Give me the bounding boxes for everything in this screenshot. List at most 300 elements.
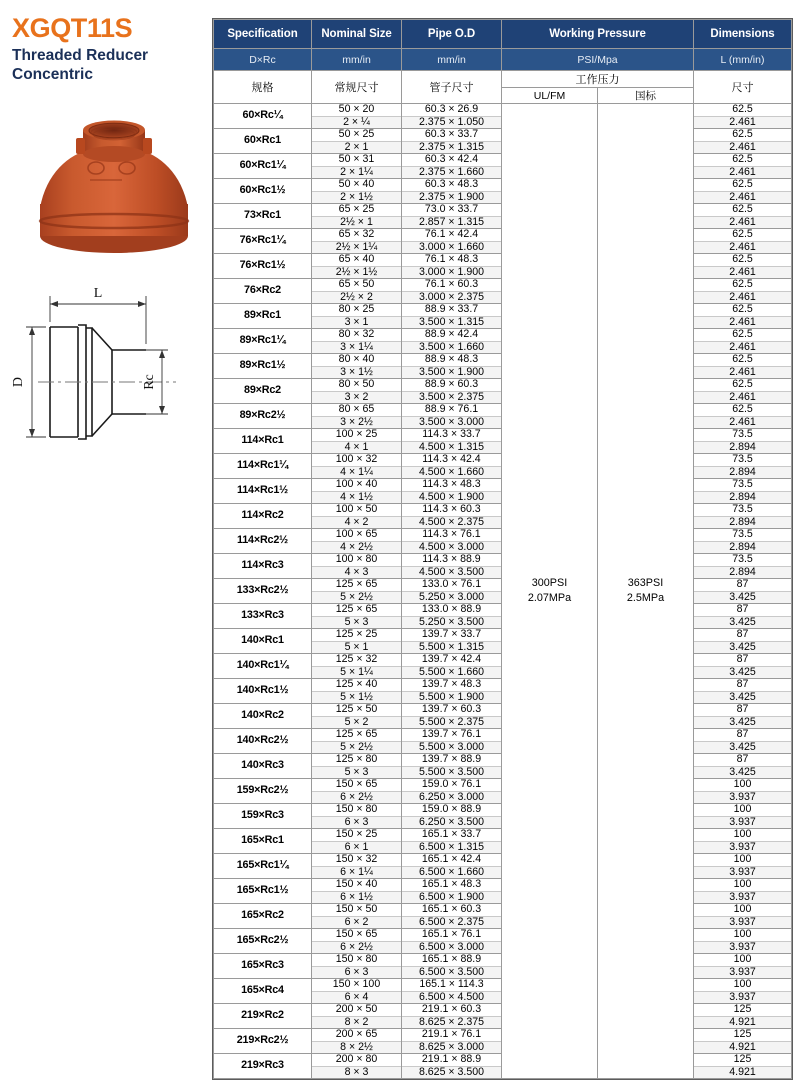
- cell-measure: [402, 729, 502, 754]
- cell-dimension: [694, 254, 792, 279]
- table.rows.15.nom_in: 4 × 1½: [312, 491, 401, 504]
- table.rows.2.nom_in: 2 × 1¼: [312, 166, 401, 179]
- cell-specification: 76×Rc1¼: [214, 229, 312, 254]
- table.rows.20.od_in: 5.250 × 3.500: [402, 616, 501, 629]
- cell-specification: 89×Rc1: [214, 304, 312, 329]
- table.rows.11.nom_mm: 80 × 50: [312, 379, 401, 391]
- cell-dimension: [694, 454, 792, 479]
- table.rows.5.od_mm: 76.1 × 42.4: [402, 229, 501, 241]
- table.rows.9.nom_mm: 80 × 32: [312, 329, 401, 341]
- cell-measure: [402, 1004, 502, 1029]
- table.rows.24.l_mm: 87: [694, 704, 791, 716]
- cell-measure: [312, 1004, 402, 1029]
- table-header-units: [214, 49, 792, 71]
- table.rows.28.nom_mm: 150 × 80: [312, 804, 401, 816]
- pressure-gb-mpa: 2.5MPa: [626, 592, 665, 604]
- table-header-chinese: [214, 71, 792, 88]
- cell-measure: [402, 254, 502, 279]
- table.rows.25.nom_mm: 125 × 65: [312, 729, 401, 741]
- table.rows.32.nom_mm: 150 × 50: [312, 904, 401, 916]
- table.rows.25.nom_in: 5 × 2½: [312, 741, 401, 754]
- table.rows.36.l_in: 4.921: [694, 1016, 791, 1029]
- table.rows.29.od_mm: 165.1 × 33.7: [402, 829, 501, 841]
- table.rows.26.od_in: 5.500 × 3.500: [402, 766, 501, 779]
- table.rows.26.l_mm: 87: [694, 754, 791, 766]
- table.rows.30.l_in: 3.937: [694, 866, 791, 879]
- table.rows.23.nom_in: 5 × 1½: [312, 691, 401, 704]
- table.rows.19.nom_mm: 125 × 65: [312, 579, 401, 591]
- table.rows.35.nom_in: 6 × 4: [312, 991, 401, 1004]
- header-specification: Specification: [214, 20, 312, 49]
- cell-dimension: [694, 179, 792, 204]
- cell-specification: 76×Rc2: [214, 279, 312, 304]
- table.rows.2.l_mm: 62.5: [694, 154, 791, 166]
- table.rows.14.l_in: 2.894: [694, 466, 791, 479]
- table.rows.10.nom_in: 3 × 1½: [312, 366, 401, 379]
- table.rows.21.od_mm: 139.7 × 33.7: [402, 629, 501, 641]
- table.rows.15.l_mm: 73.5: [694, 479, 791, 491]
- table-row: [214, 104, 792, 129]
- table.rows.11.nom_in: 3 × 2: [312, 391, 401, 404]
- cell-dimension: [694, 329, 792, 354]
- drawing-label-rc: Rc: [142, 374, 157, 390]
- table-header-english: [214, 20, 792, 49]
- table.rows.2.nom_mm: 50 × 31: [312, 154, 401, 166]
- cell-dimension: [694, 804, 792, 829]
- table.rows.36.l_mm: 125: [694, 1004, 791, 1016]
- table.rows.8.nom_in: 3 × 1: [312, 316, 401, 329]
- table.rows.0.nom_mm: 50 × 20: [312, 104, 401, 116]
- cn-pipe-od: 管子尺寸: [402, 71, 502, 104]
- table.rows.17.od_mm: 114.3 × 76.1: [402, 529, 501, 541]
- table.rows.17.od_in: 4.500 × 3.000: [402, 541, 501, 554]
- table.rows.7.l_mm: 62.5: [694, 279, 791, 291]
- cell-dimension: [694, 954, 792, 979]
- pressure-gb-psi: 363PSI: [627, 577, 664, 590]
- cell-specification: 219×Rc2: [214, 1004, 312, 1029]
- cell-dimension: [694, 729, 792, 754]
- cell-measure: [312, 129, 402, 154]
- table.rows.29.od_in: 6.500 × 1.315: [402, 841, 501, 854]
- header-dimensions: Dimensions: [694, 20, 792, 49]
- cell-measure: [312, 729, 402, 754]
- cell-dimension: [694, 679, 792, 704]
- table.rows.13.nom_mm: 100 × 25: [312, 429, 401, 441]
- cell-measure: [312, 229, 402, 254]
- table.rows.9.od_in: 3.500 × 1.660: [402, 341, 501, 354]
- table.rows.31.nom_in: 6 × 1½: [312, 891, 401, 904]
- header-nominal-size: Nominal Size: [312, 20, 402, 49]
- table.rows.14.l_mm: 73.5: [694, 454, 791, 466]
- table.rows.36.nom_mm: 200 × 50: [312, 1004, 401, 1016]
- cell-measure: [402, 304, 502, 329]
- cell-measure: [312, 804, 402, 829]
- drawing-label-d: D: [11, 376, 26, 388]
- table.rows.6.od_mm: 76.1 × 48.3: [402, 254, 501, 266]
- table.rows.8.od_mm: 88.9 × 33.7: [402, 304, 501, 316]
- table.rows.28.od_in: 6.250 × 3.500: [402, 816, 501, 829]
- table.rows.26.od_mm: 139.7 × 88.9: [402, 754, 501, 766]
- cell-specification: 89×Rc2½: [214, 404, 312, 429]
- table.rows.8.l_mm: 62.5: [694, 304, 791, 316]
- cell-measure: [402, 479, 502, 504]
- table.rows.19.nom_in: 5 × 2½: [312, 591, 401, 604]
- table.rows.27.l_in: 3.937: [694, 791, 791, 804]
- table.rows.25.l_in: 3.425: [694, 741, 791, 754]
- table.rows.38.l_mm: 125: [694, 1054, 791, 1066]
- cell-dimension: [694, 979, 792, 1004]
- table.rows.24.l_in: 3.425: [694, 716, 791, 729]
- table.rows.5.l_in: 2.461: [694, 241, 791, 254]
- table.rows.38.od_in: 8.625 × 3.500: [402, 1066, 501, 1079]
- table.rows.19.l_in: 3.425: [694, 591, 791, 604]
- cell-measure: [312, 354, 402, 379]
- header-gb: 国标: [598, 88, 694, 104]
- table.rows.1.nom_mm: 50 × 25: [312, 129, 401, 141]
- cell-measure: [402, 179, 502, 204]
- table.rows.11.od_mm: 88.9 × 60.3: [402, 379, 501, 391]
- cell-measure: [402, 429, 502, 454]
- cell-measure: [402, 754, 502, 779]
- cn-specification: 规格: [214, 71, 312, 104]
- table.rows.35.l_mm: 100: [694, 979, 791, 991]
- pressure-ulfm-psi: 300PSI: [531, 577, 568, 590]
- cell-measure: [312, 929, 402, 954]
- table.rows.16.od_in: 4.500 × 2.375: [402, 516, 501, 529]
- cell-measure: [312, 204, 402, 229]
- cell-measure: [312, 554, 402, 579]
- cell-measure: [312, 754, 402, 779]
- cell-specification: 159×Rc2½: [214, 779, 312, 804]
- cell-measure: [402, 779, 502, 804]
- cell-measure: [402, 679, 502, 704]
- table.rows.5.od_in: 3.000 × 1.660: [402, 241, 501, 254]
- table.rows.34.od_in: 6.500 × 3.500: [402, 966, 501, 979]
- cell-specification: 114×Rc1½: [214, 479, 312, 504]
- specification-table-wrap: [212, 18, 790, 1085]
- cell-measure: [312, 904, 402, 929]
- table.rows.16.l_in: 2.894: [694, 516, 791, 529]
- units-dimensions: L (mm/in): [694, 49, 792, 71]
- table.rows.4.nom_mm: 65 × 25: [312, 204, 401, 216]
- header-ulfm: UL/FM: [502, 88, 598, 104]
- table.rows.4.nom_in: 2½ × 1: [312, 216, 401, 229]
- cell-dimension: [694, 704, 792, 729]
- table.rows.14.od_in: 4.500 × 1.660: [402, 466, 501, 479]
- table.rows.31.od_in: 6.500 × 1.900: [402, 891, 501, 904]
- cell-specification: 165×Rc4: [214, 979, 312, 1004]
- table.rows.6.l_in: 2.461: [694, 266, 791, 279]
- table.rows.9.l_in: 2.461: [694, 341, 791, 354]
- cell-measure: [402, 879, 502, 904]
- table.rows.36.od_mm: 219.1 × 60.3: [402, 1004, 501, 1016]
- table.rows.21.nom_in: 5 × 1: [312, 641, 401, 654]
- table.rows.10.od_mm: 88.9 × 48.3: [402, 354, 501, 366]
- cell-dimension: [694, 929, 792, 954]
- table.rows.22.od_in: 5.500 × 1.660: [402, 666, 501, 679]
- cell-dimension: [694, 1029, 792, 1054]
- cell-specification: 133×Rc2½: [214, 579, 312, 604]
- table.rows.7.od_mm: 76.1 × 60.3: [402, 279, 501, 291]
- cell-dimension: [694, 904, 792, 929]
- table.rows.22.nom_mm: 125 × 32: [312, 654, 401, 666]
- left-panel: [0, 0, 208, 1010]
- table.rows.0.nom_in: 2 × ¼: [312, 116, 401, 129]
- table.rows.25.od_in: 5.500 × 3.000: [402, 741, 501, 754]
- table.rows.24.od_mm: 139.7 × 60.3: [402, 704, 501, 716]
- cell-pressure-gb: [598, 104, 694, 1079]
- table.rows.5.nom_in: 2½ × 1¼: [312, 241, 401, 254]
- table.rows.13.od_mm: 114.3 × 33.7: [402, 429, 501, 441]
- table.rows.0.l_mm: 62.5: [694, 104, 791, 116]
- cell-dimension: [694, 304, 792, 329]
- table.rows.27.l_mm: 100: [694, 779, 791, 791]
- cell-measure: [312, 654, 402, 679]
- table.rows.15.nom_mm: 100 × 40: [312, 479, 401, 491]
- cell-measure: [312, 954, 402, 979]
- cell-dimension: [694, 879, 792, 904]
- cell-specification: 140×Rc2: [214, 704, 312, 729]
- table.rows.17.nom_in: 4 × 2½: [312, 541, 401, 554]
- cell-specification: 140×Rc3: [214, 754, 312, 779]
- table.rows.7.od_in: 3.000 × 2.375: [402, 291, 501, 304]
- cell-specification: 73×Rc1: [214, 204, 312, 229]
- table.rows.38.nom_mm: 200 × 80: [312, 1054, 401, 1066]
- drawing-label-l: L: [93, 286, 103, 301]
- table.rows.25.od_mm: 139.7 × 76.1: [402, 729, 501, 741]
- table.rows.12.nom_mm: 80 × 65: [312, 404, 401, 416]
- table.rows.18.nom_mm: 100 × 80: [312, 554, 401, 566]
- cell-measure: [402, 454, 502, 479]
- table.rows.32.od_in: 6.500 × 2.375: [402, 916, 501, 929]
- cell-measure: [402, 279, 502, 304]
- cell-measure: [402, 1054, 502, 1079]
- table.rows.12.od_in: 3.500 × 3.000: [402, 416, 501, 429]
- table.rows.11.l_in: 2.461: [694, 391, 791, 404]
- cell-measure: [312, 879, 402, 904]
- table.rows.9.nom_in: 3 × 1¼: [312, 341, 401, 354]
- cell-specification: 114×Rc1¼: [214, 454, 312, 479]
- table.rows.16.nom_in: 4 × 2: [312, 516, 401, 529]
- table.rows.37.l_mm: 125: [694, 1029, 791, 1041]
- table.rows.23.od_mm: 139.7 × 48.3: [402, 679, 501, 691]
- table.rows.27.nom_in: 6 × 2½: [312, 791, 401, 804]
- table.rows.37.nom_mm: 200 × 65: [312, 1029, 401, 1041]
- cell-measure: [312, 104, 402, 129]
- cell-measure: [402, 1029, 502, 1054]
- table.rows.18.od_in: 4.500 × 3.500: [402, 566, 501, 579]
- table.rows.2.od_in: 2.375 × 1.660: [402, 166, 501, 179]
- cell-measure: [312, 979, 402, 1004]
- table.rows.18.od_mm: 114.3 × 88.9: [402, 554, 501, 566]
- table.rows.15.od_in: 4.500 × 1.900: [402, 491, 501, 504]
- cell-specification: 219×Rc3: [214, 1054, 312, 1079]
- table.rows.3.od_in: 2.375 × 1.900: [402, 191, 501, 204]
- table.rows.19.l_mm: 87: [694, 579, 791, 591]
- table.rows.27.nom_mm: 150 × 65: [312, 779, 401, 791]
- units-pipe-od: mm/in: [402, 49, 502, 71]
- cell-measure: [402, 804, 502, 829]
- table.rows.38.nom_in: 8 × 3: [312, 1066, 401, 1079]
- product-subtitle-line2: Concentric: [12, 66, 93, 84]
- table.rows.12.nom_in: 3 × 2½: [312, 416, 401, 429]
- cell-measure: [402, 954, 502, 979]
- table.rows.20.nom_mm: 125 × 65: [312, 604, 401, 616]
- table.rows.32.od_mm: 165.1 × 60.3: [402, 904, 501, 916]
- cell-dimension: [694, 204, 792, 229]
- table.rows.18.l_in: 2.894: [694, 566, 791, 579]
- table.rows.21.od_in: 5.500 × 1.315: [402, 641, 501, 654]
- table.rows.21.l_in: 3.425: [694, 641, 791, 654]
- table.rows.4.od_mm: 73.0 × 33.7: [402, 204, 501, 216]
- table.rows.14.od_mm: 114.3 × 42.4: [402, 454, 501, 466]
- table.rows.12.od_mm: 88.9 × 76.1: [402, 404, 501, 416]
- table.rows.23.l_in: 3.425: [694, 691, 791, 704]
- table.rows.34.nom_in: 6 × 3: [312, 966, 401, 979]
- cell-measure: [312, 154, 402, 179]
- table.rows.37.nom_in: 8 × 2½: [312, 1041, 401, 1054]
- cell-dimension: [694, 829, 792, 854]
- table.rows.34.l_mm: 100: [694, 954, 791, 966]
- table.rows.32.l_mm: 100: [694, 904, 791, 916]
- table.rows.7.l_in: 2.461: [694, 291, 791, 304]
- table.rows.9.od_mm: 88.9 × 42.4: [402, 329, 501, 341]
- cell-specification: 140×Rc1: [214, 629, 312, 654]
- table.rows.26.nom_in: 5 × 3: [312, 766, 401, 779]
- cell-measure: [312, 629, 402, 654]
- cell-measure: [402, 504, 502, 529]
- cell-specification: 114×Rc2: [214, 504, 312, 529]
- table.rows.23.od_in: 5.500 × 1.900: [402, 691, 501, 704]
- table.rows.2.l_in: 2.461: [694, 166, 791, 179]
- table.rows.17.l_in: 2.894: [694, 541, 791, 554]
- cell-measure: [402, 704, 502, 729]
- cell-specification: 114×Rc2½: [214, 529, 312, 554]
- technical-drawing: [8, 282, 204, 462]
- table.rows.6.od_in: 3.000 × 1.900: [402, 266, 501, 279]
- cell-specification: 140×Rc2½: [214, 729, 312, 754]
- cell-specification: 114×Rc1: [214, 429, 312, 454]
- table.rows.30.nom_in: 6 × 1¼: [312, 866, 401, 879]
- table.rows.29.nom_mm: 150 × 25: [312, 829, 401, 841]
- cell-measure: [402, 604, 502, 629]
- cell-specification: 89×Rc2: [214, 379, 312, 404]
- table.rows.31.l_mm: 100: [694, 879, 791, 891]
- cell-dimension: [694, 554, 792, 579]
- table.rows.15.l_in: 2.894: [694, 491, 791, 504]
- table.rows.10.l_in: 2.461: [694, 366, 791, 379]
- table.rows.27.od_mm: 159.0 × 76.1: [402, 779, 501, 791]
- cell-specification: 165×Rc3: [214, 954, 312, 979]
- table.rows.12.l_in: 2.461: [694, 416, 791, 429]
- table.rows.1.l_in: 2.461: [694, 141, 791, 154]
- cell-measure: [312, 604, 402, 629]
- table.rows.35.od_mm: 165.1 × 114.3: [402, 979, 501, 991]
- table.rows.32.nom_in: 6 × 2: [312, 916, 401, 929]
- cell-dimension: [694, 529, 792, 554]
- table.rows.33.nom_mm: 150 × 65: [312, 929, 401, 941]
- cn-working-pressure: 工作压力: [502, 71, 694, 88]
- cell-measure: [312, 379, 402, 404]
- cell-dimension: [694, 1004, 792, 1029]
- table.rows.16.nom_mm: 100 × 50: [312, 504, 401, 516]
- cell-measure: [402, 354, 502, 379]
- cell-specification: 60×Rc1½: [214, 179, 312, 204]
- table.rows.6.l_mm: 62.5: [694, 254, 791, 266]
- table.rows.11.l_mm: 62.5: [694, 379, 791, 391]
- cell-specification: 219×Rc2½: [214, 1029, 312, 1054]
- table.rows.29.l_in: 3.937: [694, 841, 791, 854]
- cell-measure: [402, 854, 502, 879]
- table.rows.16.l_mm: 73.5: [694, 504, 791, 516]
- table.rows.30.nom_mm: 150 × 32: [312, 854, 401, 866]
- table.rows.10.nom_mm: 80 × 40: [312, 354, 401, 366]
- cell-specification: 60×Rc1¼: [214, 154, 312, 179]
- table.rows.21.nom_mm: 125 × 25: [312, 629, 401, 641]
- table.rows.8.nom_mm: 80 × 25: [312, 304, 401, 316]
- cell-specification: 89×Rc1½: [214, 354, 312, 379]
- cell-dimension: [694, 354, 792, 379]
- table.rows.33.l_mm: 100: [694, 929, 791, 941]
- table.rows.12.l_mm: 62.5: [694, 404, 791, 416]
- table.rows.31.l_in: 3.937: [694, 891, 791, 904]
- cell-dimension: [694, 104, 792, 129]
- table.rows.37.od_mm: 219.1 × 76.1: [402, 1029, 501, 1041]
- table.rows.31.nom_mm: 150 × 40: [312, 879, 401, 891]
- cell-specification: 140×Rc1¼: [214, 654, 312, 679]
- cell-measure: [402, 579, 502, 604]
- table.rows.29.nom_in: 6 × 1: [312, 841, 401, 854]
- units-working-pressure: PSI/Mpa: [502, 49, 694, 71]
- table.rows.2.od_mm: 60.3 × 42.4: [402, 154, 501, 166]
- cell-dimension: [694, 504, 792, 529]
- cell-measure: [402, 654, 502, 679]
- table.rows.9.l_mm: 62.5: [694, 329, 791, 341]
- cn-dimensions: 尺寸: [694, 71, 792, 104]
- cell-dimension: [694, 429, 792, 454]
- table.rows.8.l_in: 2.461: [694, 316, 791, 329]
- table.rows.3.od_mm: 60.3 × 48.3: [402, 179, 501, 191]
- cell-specification: 165×Rc2½: [214, 929, 312, 954]
- table.rows.10.l_mm: 62.5: [694, 354, 791, 366]
- cell-dimension: [694, 779, 792, 804]
- table.rows.30.l_mm: 100: [694, 854, 791, 866]
- product-subtitle: [12, 47, 202, 85]
- cell-measure: [402, 529, 502, 554]
- table.rows.35.nom_mm: 150 × 100: [312, 979, 401, 991]
- cell-specification: 165×Rc1¼: [214, 854, 312, 879]
- cell-dimension: [694, 629, 792, 654]
- table.rows.22.l_mm: 87: [694, 654, 791, 666]
- cell-measure: [312, 254, 402, 279]
- table.rows.13.l_mm: 73.5: [694, 429, 791, 441]
- cell-measure: [312, 279, 402, 304]
- cell-measure: [402, 929, 502, 954]
- cell-measure: [312, 579, 402, 604]
- table.rows.4.l_mm: 62.5: [694, 204, 791, 216]
- cell-measure: [312, 429, 402, 454]
- table.rows.4.l_in: 2.461: [694, 216, 791, 229]
- cell-measure: [402, 154, 502, 179]
- cell-specification: 60×Rc1: [214, 129, 312, 154]
- table.rows.3.l_in: 2.461: [694, 191, 791, 204]
- table.rows.0.l_in: 2.461: [694, 116, 791, 129]
- table.rows.20.od_mm: 133.0 × 88.9: [402, 604, 501, 616]
- table.rows.28.od_mm: 159.0 × 88.9: [402, 804, 501, 816]
- table.rows.18.nom_in: 4 × 3: [312, 566, 401, 579]
- cell-measure: [402, 129, 502, 154]
- table.rows.14.nom_mm: 100 × 32: [312, 454, 401, 466]
